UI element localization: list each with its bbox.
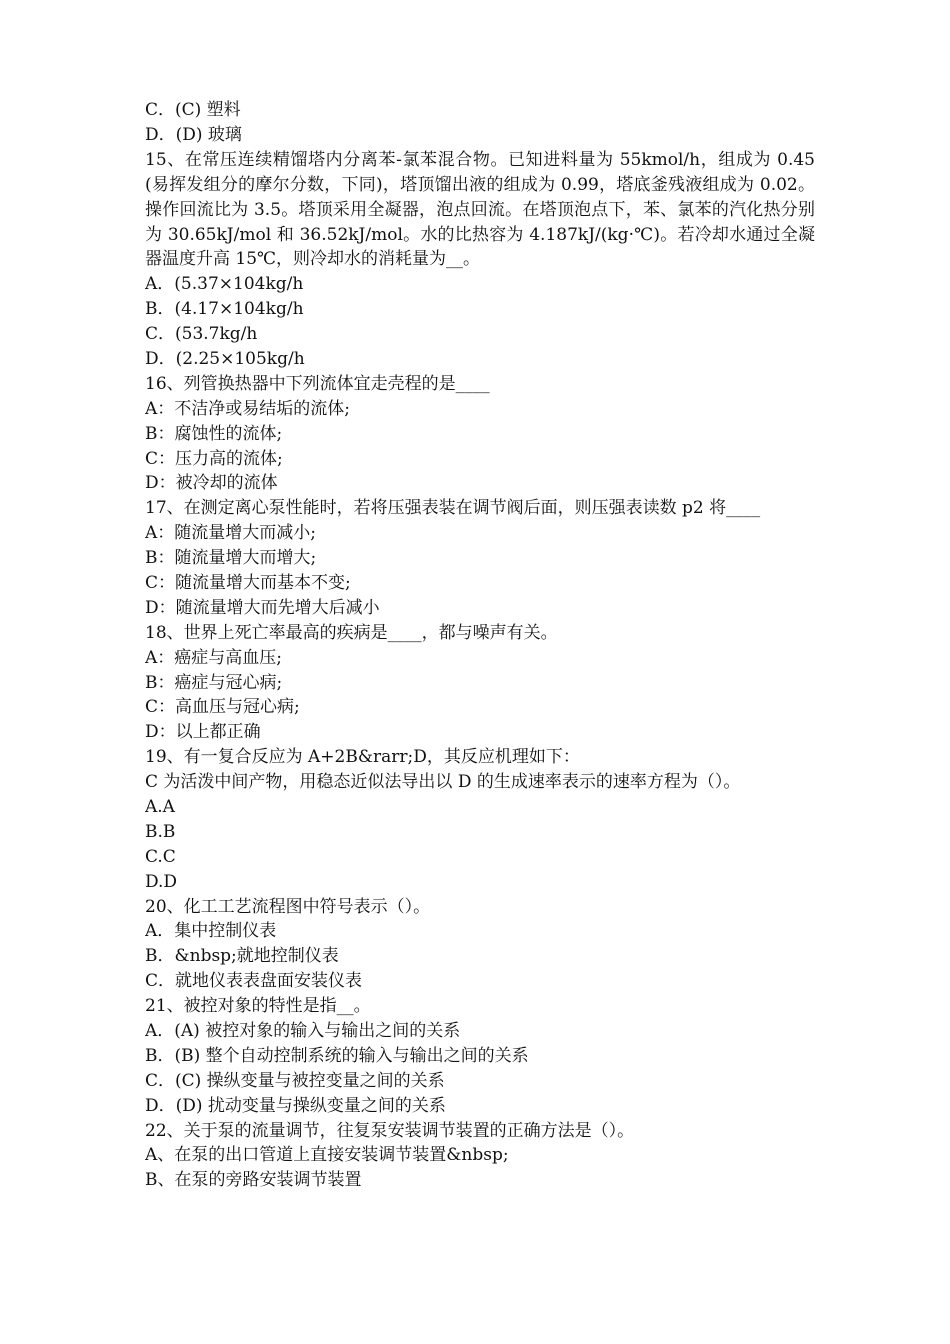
q18-option-a: A：癌症与高血压;	[145, 647, 283, 668]
q18-option-b: B：癌症与冠心病;	[145, 672, 283, 693]
question-21: 21、被控对象的特性是指__。	[145, 996, 371, 1017]
q19-option-a: A.A	[145, 797, 175, 818]
q15-option-d: D．(2.25×105kg/h	[145, 348, 305, 369]
q15-option-b: B．(4.17×104kg/h	[145, 299, 304, 320]
q21-option-c: C．(C) 操纵变量与被控变量之间的关系	[145, 1070, 445, 1091]
q18-option-c: C：高血压与冠心病;	[145, 697, 300, 718]
question-20: 20、化工工艺流程图中符号表示（）。	[145, 896, 431, 917]
q21-option-d: D．(D) 扰动变量与操纵变量之间的关系	[145, 1095, 446, 1116]
q19-option-b: B.B	[145, 821, 176, 842]
question-22: 22、关于泵的流量调节，往复泵安装调节装置的正确方法是（）。	[145, 1120, 635, 1141]
q22-option-b: B、在泵的旁路安装调节装置	[145, 1170, 362, 1191]
q21-option-a: A．(A) 被控对象的输入与输出之间的关系	[145, 1021, 461, 1042]
q17-option-c: C：随流量增大而基本不变;	[145, 573, 351, 593]
q16-option-a: A：不洁净或易结垢的流体;	[145, 398, 351, 419]
q20-option-c: C．就地仪表表盘面安装仪表	[145, 971, 363, 992]
q19-option-d: D.D	[145, 871, 178, 892]
q19-option-c: C.C	[145, 846, 176, 867]
option-line: D．(D) 玻璃	[145, 124, 242, 145]
q21-option-b: B．(B) 整个自动控制系统的输入与输出之间的关系	[145, 1045, 529, 1066]
q20-option-a: A．集中控制仪表	[145, 921, 277, 942]
q22-option-a: A、在泵的出口管道上直接安装调节装置&nbsp;	[145, 1145, 509, 1166]
question-16: 16、列管换热器中下列流体宜走壳程的是____	[145, 373, 490, 394]
q20-option-b: B．&nbsp;就地控制仪表	[145, 946, 339, 967]
q16-option-c: C：压力高的流体;	[145, 448, 283, 469]
q17-option-d: D：随流量增大而先增大后减小	[145, 597, 380, 618]
q15-option-a: A．(5.37×104kg/h	[145, 274, 304, 295]
q18-option-d: D：以上都正确	[145, 722, 261, 743]
q17-option-b: B：随流量增大而增大;	[145, 548, 317, 569]
question-15-stem: 15、在常压连续精馏塔内分离苯-氯苯混合物。已知进料量为 55kmol/h，组成为 0.45 (易挥发组分的摩尔分数，下同)，塔顶馏出液的组成为 0.99，塔底釜残液组成为 0.02。操作回流比为 3.5。塔顶采用全凝器，泡点回流。在塔顶泡点下，苯、氯苯的汽化热分别为 30.65kJ/mol 和 36.52kJ/mol。水的比热容为 4.187kJ/(kg·℃)。若冷却水通过全凝器温度升高 15℃，则冷却水的消耗量为__。	[145, 149, 815, 270]
q16-option-d: D：被冷却的流体	[145, 473, 278, 494]
q15-option-c: C．(53.7kg/h	[145, 324, 258, 345]
document-page	[145, 98, 815, 1193]
question-19: 19、有一复合反应为 A+2B&rarr;D，其反应机理如下：	[145, 747, 580, 768]
q16-option-b: B：腐蚀性的流体;	[145, 423, 283, 444]
q17-option-a: A：随流量增大而减小;	[145, 523, 317, 544]
question-18: 18、世界上死亡率最高的疾病是____，都与噪声有关。	[145, 622, 558, 643]
option-line: C．(C) 塑料	[145, 100, 241, 120]
question-17: 17、在测定离心泵性能时，若将压强表装在调节阀后面，则压强表读数 p2 将____	[145, 498, 761, 519]
q19-stem-continued: C 为活泼中间产物，用稳态近似法导出以 D 的生成速率表示的速率方程为（）。	[145, 772, 741, 793]
